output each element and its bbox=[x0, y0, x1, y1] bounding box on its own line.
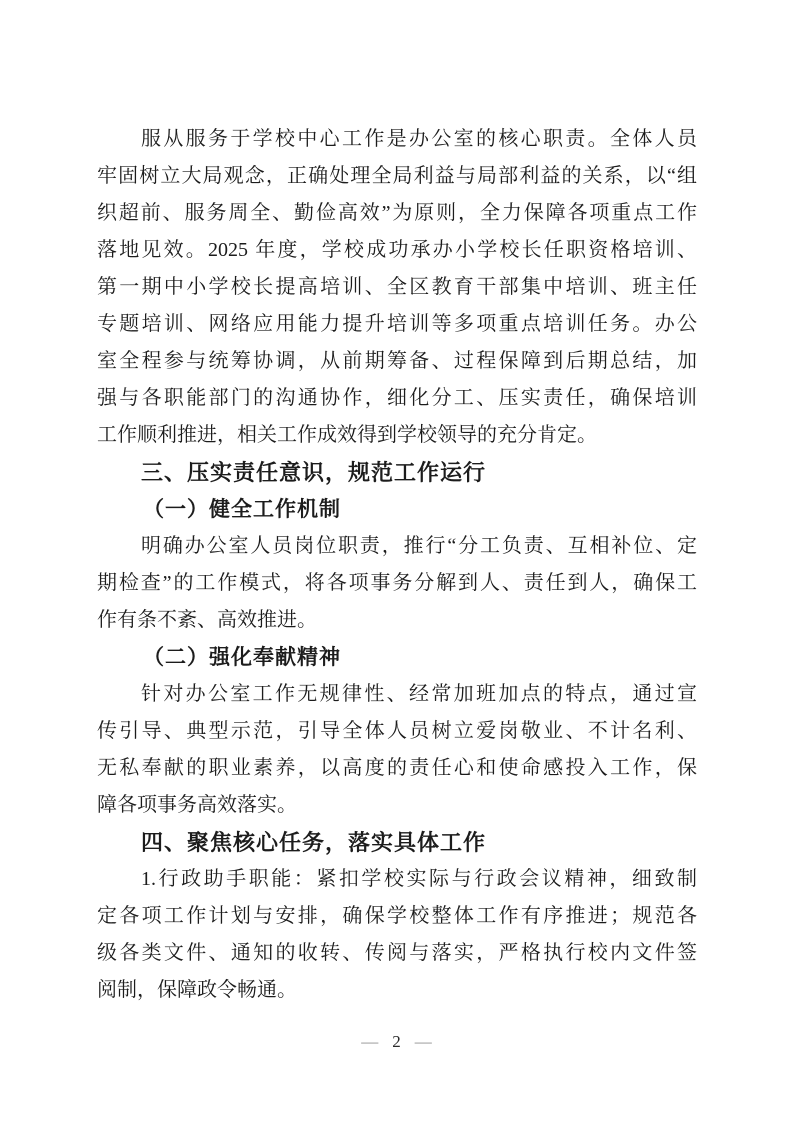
footer-dash-right: — bbox=[414, 1032, 432, 1051]
sub-section-heading: （一）健全工作机制 bbox=[143, 497, 341, 521]
section-heading: 三、压实责任意识，规范工作运行 bbox=[141, 460, 487, 485]
body-paragraph-line: 级各类文件、通知的收转、传阅与落实，严格执行校内文件签 bbox=[97, 942, 697, 964]
body-paragraph-line: 障各项事务高效落实。 bbox=[97, 794, 297, 816]
footer-dash-left: — bbox=[361, 1032, 379, 1051]
section-heading: 四、聚焦核心任务，落实具体工作 bbox=[141, 830, 487, 855]
body-paragraph-line: 无私奉献的职业素养，以高度的责任心和使命感投入工作，保 bbox=[97, 757, 697, 779]
sub-section-heading: （二）强化奉献精神 bbox=[143, 645, 341, 669]
body-paragraph-line: 定各项工作计划与安排，确保学校整体工作有序推进；规范各 bbox=[97, 905, 697, 927]
body-paragraph-line: 专题培训、网络应用能力提升培训等多项重点培训任务。办公 bbox=[97, 313, 697, 335]
page-number: 2 bbox=[392, 1032, 401, 1051]
page-footer bbox=[0, 1030, 793, 1054]
body-paragraph-line: 牢固树立大局观念，正确处理全局利益与局部利益的关系，以“组 bbox=[97, 165, 697, 187]
body-paragraph-line: 明确办公室人员岗位职责，推行“分工负责、互相补位、定 bbox=[141, 535, 697, 557]
body-paragraph-line: 作有条不紊、高效推进。 bbox=[97, 609, 317, 631]
body-paragraph-line: 阅制，保障政令畅通。 bbox=[97, 979, 297, 1001]
body-paragraph-line: 落地见效。2025 年度，学校成功承办小学校长任职资格培训、 bbox=[97, 239, 697, 261]
body-paragraph-line: 工作顺利推进，相关工作成效得到学校领导的充分肯定。 bbox=[97, 424, 597, 446]
body-paragraph-line: 期检查”的工作模式，将各项事务分解到人、责任到人，确保工 bbox=[97, 572, 697, 594]
document-body bbox=[97, 121, 697, 1009]
body-paragraph-line: 强与各职能部门的沟通协作，细化分工、压实责任，确保培训 bbox=[97, 387, 697, 409]
body-paragraph-line: 室全程参与统筹协调，从前期筹备、过程保障到后期总结，加 bbox=[97, 350, 697, 372]
body-paragraph-line: 1.行政助手职能：紧扣学校实际与行政会议精神，细致制 bbox=[141, 868, 697, 890]
body-paragraph-line: 第一期中小学校长提高培训、全区教育干部集中培训、班主任 bbox=[97, 276, 697, 298]
body-paragraph-line: 织超前、服务周全、勤俭高效”为原则，全力保障各项重点工作 bbox=[97, 202, 697, 224]
body-paragraph-line: 针对办公室工作无规律性、经常加班加点的特点，通过宣 bbox=[141, 683, 697, 705]
body-paragraph-line: 服从服务于学校中心工作是办公室的核心职责。全体人员 bbox=[141, 128, 697, 150]
body-paragraph-line: 传引导、典型示范，引导全体人员树立爱岗敬业、不计名利、 bbox=[97, 720, 697, 742]
